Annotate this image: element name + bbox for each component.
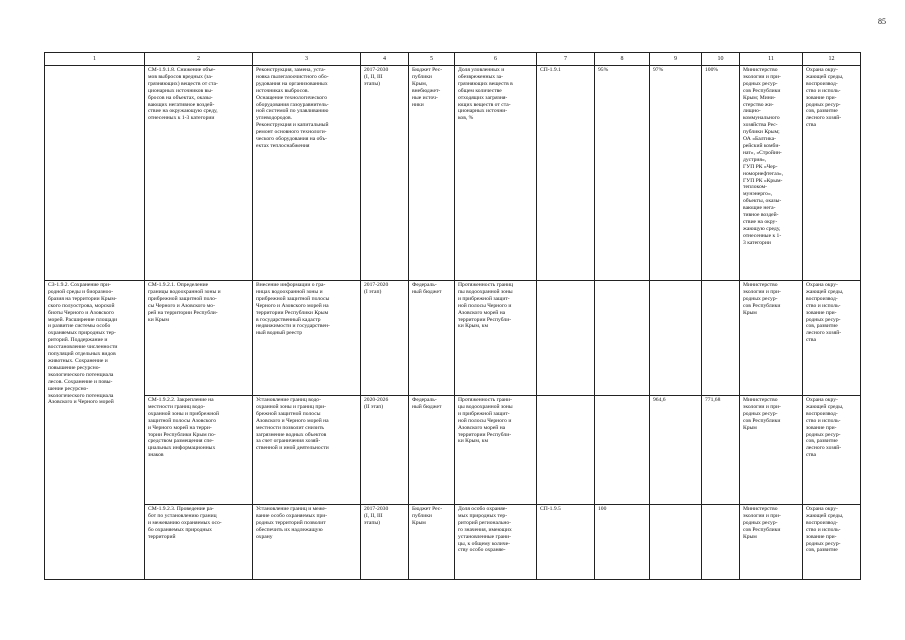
- value-cell-8: 95%: [595, 66, 650, 281]
- source-cell: Бюджет Рес- публики Крым: [409, 505, 455, 580]
- result-cell: Охрана окру- жающей среды, воспроизвод- ство и исполь- зование при- родных ресур- сов, развитие лесного хозяй- ства: [803, 66, 861, 281]
- value-cell-8: [595, 281, 650, 396]
- value-cell-9: 964,6: [650, 396, 702, 505]
- measure-cell: СМ-1.9.1.8. Снижение объе- мов выбросов вредных (за- грязняющих) веществ от ста- ционарных источников вы- бросов на объектах, оказы- вающих негативное воздей- ствие на окружающую среду, отнесенных к 1-3 категории: [145, 66, 253, 281]
- period-cell: 2017-2020 (I этап): [361, 281, 409, 396]
- executor-cell: Министерство экологии и при- родных ресур- сов Республики Крым: [740, 396, 803, 505]
- result-cell: Охрана окру- жающей среды, воспроизвод- ство и исполь- зование при- родных ресур- сов, развитие лесного хозяй- ства: [803, 281, 861, 396]
- col-header-4: 4: [361, 53, 409, 66]
- indicator-cell: Протяженность границ пы водоохранной зоны и прибрежной защит- ной полосы Черного и Азовского морей на территории Республи- ки Крым, км: [455, 281, 537, 396]
- executor-cell: Министерство экологии и при- родных ресур- сов Республики Крым; Мини- стерство жи- лищно- коммунального хозяйства Рес- публики Крым; ОА «Балтика- рейский комби- нат», «Стройин- дустрия», ГУП РК «Чер- номорнефтегаз», ГУП РК «Крым- теплоком- мунэнерго», объекты, оказы- вающие нега- тивное воздей- ствие на окру- жающую среду, отнесенные к 1- 3 категории: [740, 66, 803, 281]
- page-number: 85: [878, 17, 886, 26]
- code-cell: [537, 281, 595, 396]
- goal-cell: СЗ-1.9.2. Сохранение при- родной среды и биоразноо- бразия на территории Крым- ского полуострова, морской биоты Черного и Азовского морей. Расширение площади и развитие системы особо охраняемых природных тер- риторий. Поддержание и восстановление численности популяций отдельных видов животных. Сохранение и повышение ресурсно- экологического потенциала лесов. Сохранение и повы- шение ресурсно- экологического потенциала Азовского и Черного морей: [45, 281, 145, 580]
- executor-cell: Министерство экологии и при- родных ресур- сов Республики Крым: [740, 505, 803, 580]
- col-header-3: 3: [253, 53, 361, 66]
- goal-cell: [45, 66, 145, 281]
- col-header-5: 5: [409, 53, 455, 66]
- value-cell-10: [702, 505, 740, 580]
- period-cell: 2017-2030 (I, II, III этапы): [361, 66, 409, 281]
- value-cell-9: 97%: [650, 66, 702, 281]
- col-header-10: 10: [702, 53, 740, 66]
- result-cell: Охрана окру- жающей среды, воспроизвод- ство и исполь- зование при- родных ресур- сов, развитие лесного хозяй- ства: [803, 396, 861, 505]
- table-row: [45, 66, 861, 281]
- value-cell-9: [650, 281, 702, 396]
- action-cell: Реконструкция, замена, уста- новка пылегазоочистного обо- рудования на организованных источниках выбросов. Оснащение технологического оборудования газоуравнитель- ной системой по улавливанию углеводородов. Реконструкция и капитальный ремонт основного технологи- ческого оборудования на объ- ектах теплоснабжения: [253, 66, 361, 281]
- value-cell-9: [650, 505, 702, 580]
- executor-cell: Министерство экологии и при- родных ресур- сов Республики Крым: [740, 281, 803, 396]
- indicator-cell: Доля уловленных и обезвреженных за- грязняющих веществ в общем количестве отходящих загрязня- ющих веществ от ста- ционарных источни- ков, %: [455, 66, 537, 281]
- col-header-12: 12: [803, 53, 861, 66]
- action-cell: Внесение информации о гра- ницах водоохранной зоны и прибрежной защитной полосы Черного и Азовского морей на территории Республики Крым в государственный кадастр недвижимости и государствен- ный водный реестр: [253, 281, 361, 396]
- value-cell-10: 771,68: [702, 396, 740, 505]
- indicator-cell: Доля особо охраняе- мых природных тер- риторий регионально- го значения, имеющих установленные грани- цы, к общему количе- ству особо охраняе-: [455, 505, 537, 580]
- col-header-7: 7: [537, 53, 595, 66]
- value-cell-8: 100: [595, 505, 650, 580]
- source-cell: Федераль- ный бюджет: [409, 281, 455, 396]
- value-cell-8: [595, 396, 650, 505]
- measure-cell: СМ-1.9.2.1. Определение границы водоохранной зоны и прибрежной защитной поло- сы Черного и Азовского мо- рей на территории Республи- ки Крым: [145, 281, 253, 396]
- action-cell: Установление границ и меже- вание особо охраняемых при- родных территорий позволит обеспечить их надлежащую охрану: [253, 505, 361, 580]
- measure-cell: СМ-1.9.2.2. Закрепление на местности границ водо- охранной зоны и прибрежной защитной полосы Азовского и Черного морей на терри- тории Республики Крым по- средством размещения спе- циальных информационных знаков: [145, 396, 253, 505]
- period-cell: 2020-2026 (II этап): [361, 396, 409, 505]
- value-cell-10: 100%: [702, 66, 740, 281]
- code-cell: СП-1.9.1: [537, 66, 595, 281]
- code-cell: [537, 396, 595, 505]
- value-cell-10: [702, 281, 740, 396]
- source-cell: Федераль- ный бюджет: [409, 396, 455, 505]
- col-header-9: 9: [650, 53, 702, 66]
- plan-table: [44, 52, 861, 580]
- period-cell: 2017-2030 (I, II, III этапы): [361, 505, 409, 580]
- source-cell: Бюджет Рес- публики Крым, внебюджет- ные источ- ники: [409, 66, 455, 281]
- action-cell: Установление границ водо- охранной зоны и границ при- брежной защитной полосы Азовского и Черного морей на местности позволит снизить загрязнение водных объектов за счет ограничения хозяй- ственной и иной деятельности: [253, 396, 361, 505]
- col-header-2: 2: [145, 53, 253, 66]
- table-row: [45, 505, 861, 580]
- col-header-11: 11: [740, 53, 803, 66]
- measure-cell: СМ-1.9.2.3. Проведение ра- бот по установлению границ и межеванию охраняемых осо- бо охраняемых природных территорий: [145, 505, 253, 580]
- col-header-8: 8: [595, 53, 650, 66]
- code-cell: СП-1.9.5: [537, 505, 595, 580]
- table-row: [45, 396, 861, 505]
- col-header-1: 1: [45, 53, 145, 66]
- header-row: [45, 53, 861, 66]
- indicator-cell: Протяженность грани- цы водоохранной зоны и прибрежной защит- ной полосы Черного и Азовского морей на территории Республи- ки Крым, км: [455, 396, 537, 505]
- result-cell: Охрана окру- жающей среды, воспроизвод- ство и исполь- зование при- родных ресур- сов, развитие: [803, 505, 861, 580]
- col-header-6: 6: [455, 53, 537, 66]
- table-row: [45, 281, 861, 396]
